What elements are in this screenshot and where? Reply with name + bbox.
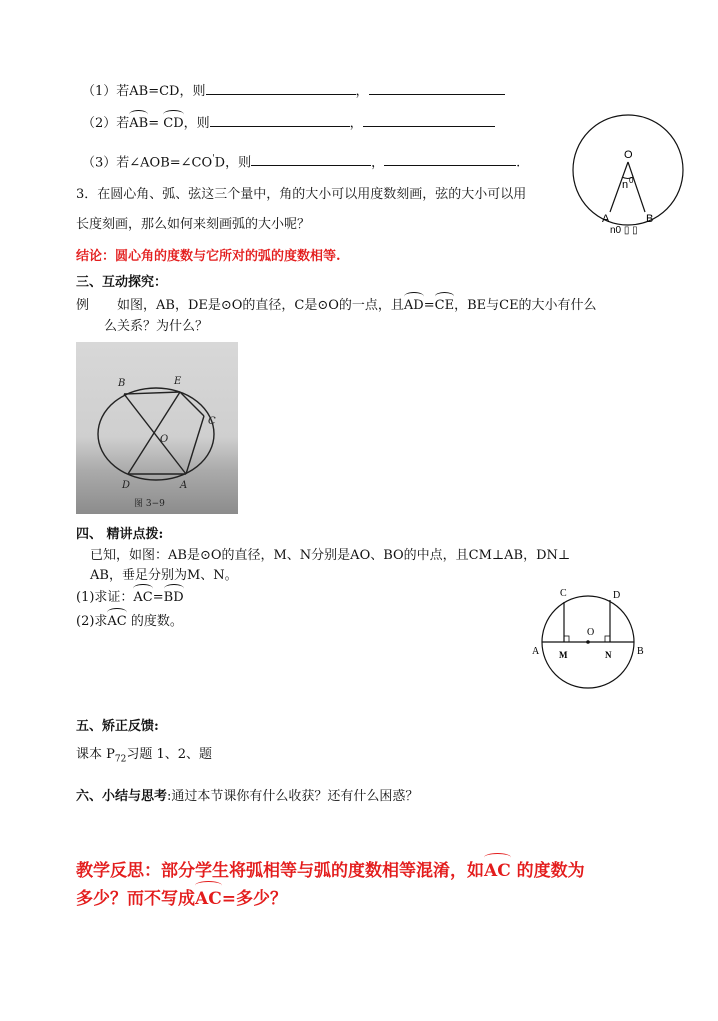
q3-condition-end: D [214,155,226,171]
fig2-label-o: O [587,627,595,638]
q2-arc-cd: CD [163,116,184,131]
photo-diameter-ed [128,392,180,474]
question-1 [82,82,505,101]
reflection-line2-post: =多少？ [221,889,287,909]
q1-sep: ， [355,84,369,99]
photo-diagram [76,342,238,514]
section-4-line-1: 已知，如图：AB是⊙O的直径，M、N分别是AO、BO的中点，且CM⊥AB，DN⊥ [90,548,571,563]
label-n: n [622,179,629,191]
label-o: O [624,149,633,161]
fig2-right-angle-m [564,636,569,642]
q1-condition: AB=CD [129,84,180,99]
q2-blank-1[interactable] [210,114,350,127]
photo-label-e: E [174,376,182,387]
q1-then: ，则 [179,84,206,99]
fig2-label-m: M [559,650,568,660]
fig2-right-angle-n [605,636,610,642]
reflection-arc-2: AC [195,886,222,912]
label-degree: 0 [629,176,634,185]
s4-q2-arc-ac: AC [107,614,127,629]
q2-then: ，则 [183,116,210,131]
q3-condition: ∠AOB=∠CO [129,155,213,171]
photo-caption: 图 3−9 [134,499,165,509]
s5-text-pre: 课本 P [76,747,115,762]
reflection-arc-1: AC [484,858,511,884]
q3-blank-2[interactable] [384,153,516,166]
s5-text-post: 习题 1、2、题 [126,747,213,762]
perpendicular-figure [526,580,656,692]
s4-q2-label: (2)求 [76,614,108,629]
q2-label: （2）若 [82,116,130,131]
example-eq: = [423,298,435,313]
s4-q1-label: (1)求证： [76,590,134,605]
label-a: A [602,213,610,225]
example-text-1: 如图，AB，DE是⊙O的直径，C是⊙O的一点，且 [117,298,404,313]
q2-sep: ， [349,116,363,131]
section-6 [76,788,418,806]
reflection-line-1 [76,858,585,884]
s4-q2-end: 的度数。 [130,614,183,629]
s4-q1-arc-bd: BD [163,590,184,605]
example-text-2: ，BE与CE的大小有什么 [454,298,597,313]
q2-blank-2[interactable] [363,114,495,127]
q3-blank-1[interactable] [251,153,371,166]
q3-label: （3）若 [82,155,130,171]
photo-label-o: O [160,434,169,445]
q1-blank-1[interactable] [206,82,356,95]
q3-end: . [516,155,521,171]
q3-prime: ' [212,154,215,164]
example-line-2: 么关系？为什么？ [104,319,209,334]
section-3-heading: 三、互动探究： [76,275,168,290]
photo-label-d: D [122,480,131,491]
section-4-question-2 [76,613,183,631]
reflection-line2-pre: 多少？而不写成 [76,889,195,909]
section-6-heading: 六、小结与思考 [76,789,168,804]
example-arc-ad: AD [403,298,424,313]
fig2-label-d: D [613,590,621,601]
paragraph-3-line-2: 长度刻画，那么如何来刻画弧的大小呢？ [76,217,311,232]
reflection-mid: 的度数为 [516,861,585,881]
section-4-line-2: AB，垂足分别为M、N。 [90,568,238,583]
q3-sep: ， [371,155,385,171]
label-b: B [646,213,654,225]
photo-label-c: C [208,416,216,427]
label-bottom: n0 ▯ ▯ [610,225,638,236]
section-4-heading: 四、 精讲点拨: [76,527,164,542]
q2-eq: = [148,116,164,131]
fig2-center-dot [586,640,590,644]
fig2-label-n: N [605,650,612,660]
reflection-line-2 [76,886,287,912]
fig2-label-c: C [560,588,567,599]
central-angle-figure [570,112,690,238]
question-2 [82,114,495,133]
example-label: 例 [76,298,90,313]
question-3 [82,150,520,172]
section-5-heading: 五、矫正反馈: [76,719,159,734]
section-5-text [76,746,212,769]
photo-label-b: B [118,378,126,389]
example-line-1 [76,297,597,315]
photo-label-a: A [180,480,188,491]
section-4-question-1 [76,589,184,607]
textbook-photo [76,342,238,514]
photo-diameter-ba [124,394,186,474]
section-6-text: :通过本节课你有什么收获？还有什么困惑？ [167,789,419,804]
conclusion: 结论：圆心角的度数与它所对的弧的度数相等. [76,249,341,264]
example-arc-ce: CE [434,298,455,313]
q3-then: ，则 [225,155,252,171]
reflection-pre: 教学反思：部分学生将弧相等与弧的度数相等混淆，如 [76,861,484,881]
photo-chord-ca [186,416,204,474]
fig2-label-b: B [637,646,644,657]
q1-blank-2[interactable] [369,82,505,95]
photo-circle [98,388,214,480]
s4-q1-arc-ac: AC [133,590,153,605]
q2-arc-ab: AB [129,116,149,131]
radius-ob [628,162,645,212]
s5-subscript: 72 [114,754,127,765]
s4-q1-eq: = [152,590,164,605]
circle-outline [573,115,683,225]
q1-label: （1）若 [82,84,130,99]
paragraph-3-line-1: 3．在圆心角、弧、弦这三个量中，角的大小可以用度数刻画，弦的大小可以用 [76,187,527,202]
fig2-label-a: A [532,646,540,657]
